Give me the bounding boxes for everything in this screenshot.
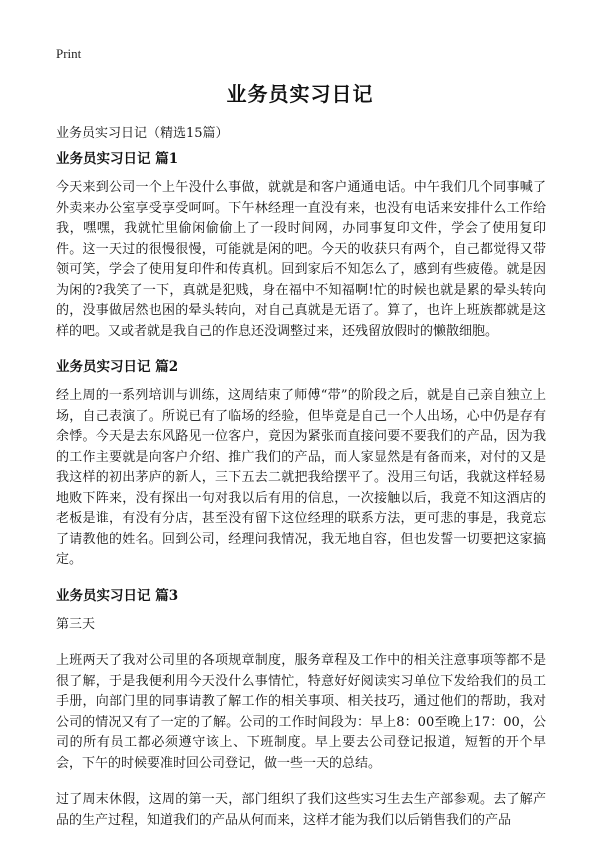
entry-heading: 业务员实习日记 篇3 xyxy=(56,587,179,604)
entry-paragraph: 经上周的一系列培训与训练，这周结束了师傅“带”的阶段之后，就是自己亲自独立上场，自己表演了。所说已有了临场的经验，但毕竟是自己一个人出场，心中仍是存有余悸。今天是去东风路见一位客户，竟因为紧张而直接问要不要我们的产品，因为我的工作主要就是向客户介绍、推广我们的产品，而人家显然是有备而来，对付的又是我这样的初出茅庐的新人，三下五去二就把我给摆平了。没用三句话，我就这样轻易地败下阵来，没有探出一句对我以后有用的信息，一次接触以后，我竟不知这酒店的老板是谁，有没有分店，甚至没有留下这位经理的联系方法，更可悲的事是，我竟忘了请教他的姓名。回到公司，经理问我情况，我无地自容，但也发誓一切要把这家搞定。 xyxy=(56,388,546,567)
entry-section-1 xyxy=(56,150,546,342)
entry-section-2 xyxy=(56,358,546,571)
document-title: 业务员实习日记 xyxy=(226,82,374,106)
entry-heading: 业务员实习日记 篇1 xyxy=(56,151,179,167)
document-subtitle: 业务员实习日记（精选15篇） xyxy=(56,126,229,141)
entry-paragraph: 第三天 xyxy=(56,616,96,632)
print-link[interactable]: Print xyxy=(56,46,82,61)
entry-heading: 业务员实习日记 篇2 xyxy=(56,359,179,375)
entry-paragraph: 今天来到公司一个上午没什么事做，就就是和客户通通电话。中午我们几个同事喊了外卖来办公室享受享受呵呵。下午林经理一直没有来，也没有电话来安排什么工作给我，嘿嘿，我就忙里偷闲偷偷上了一段时间网，办同事复印文件，学会了使用复印件。这一天过的很慢很慢，可能就是闲的吧。今天的收获只有两个，自己都觉得又带领可笑，学会了使用复印件和传真机。回到家后不知怎么了，感到有些疲倦。就是因为闲的?我笑了一下，真就是犯贱，身在福中不知福啊!忙的时候也就是累的晕头转向的，没事做居然也困的晕头转向，对自己真就是无语了。算了，也许上班族都就是这样的吧。又或者就是我自己的作息还没调整过来，还残留放假时的懒散细胞。 xyxy=(56,180,546,339)
entry-paragraph: 上班两天了我对公司里的各项规章制度，服务章程及工作中的相关注意事项等都不是很了解，于是我便利用今天没什么事情忙，特意好好阅读实习单位下发给我们的员工手册，向部门里的同事请教了解工作的相关事项、相关技巧，通过他们的帮助，我对公司的情况又有了一定的了解。公司的工作时间段为：早上8：00至晚上17：00，公司的所有员工都必须遵守该上、下班制度。早上要去公司登记报道，短暂的开个早会，下午的时候要准时回公司登记，做一些一天的总结。 xyxy=(56,653,546,771)
entry-section-3 xyxy=(56,587,546,832)
document-body xyxy=(56,150,546,847)
entry-paragraph: 过了周末休假，这周的第一天，部门组织了我们这些实习生去生产部参观。去了解产品的生产过程，知道我们的产品从何而来，这样才能为我们以后销售我们的产品 xyxy=(56,792,546,828)
